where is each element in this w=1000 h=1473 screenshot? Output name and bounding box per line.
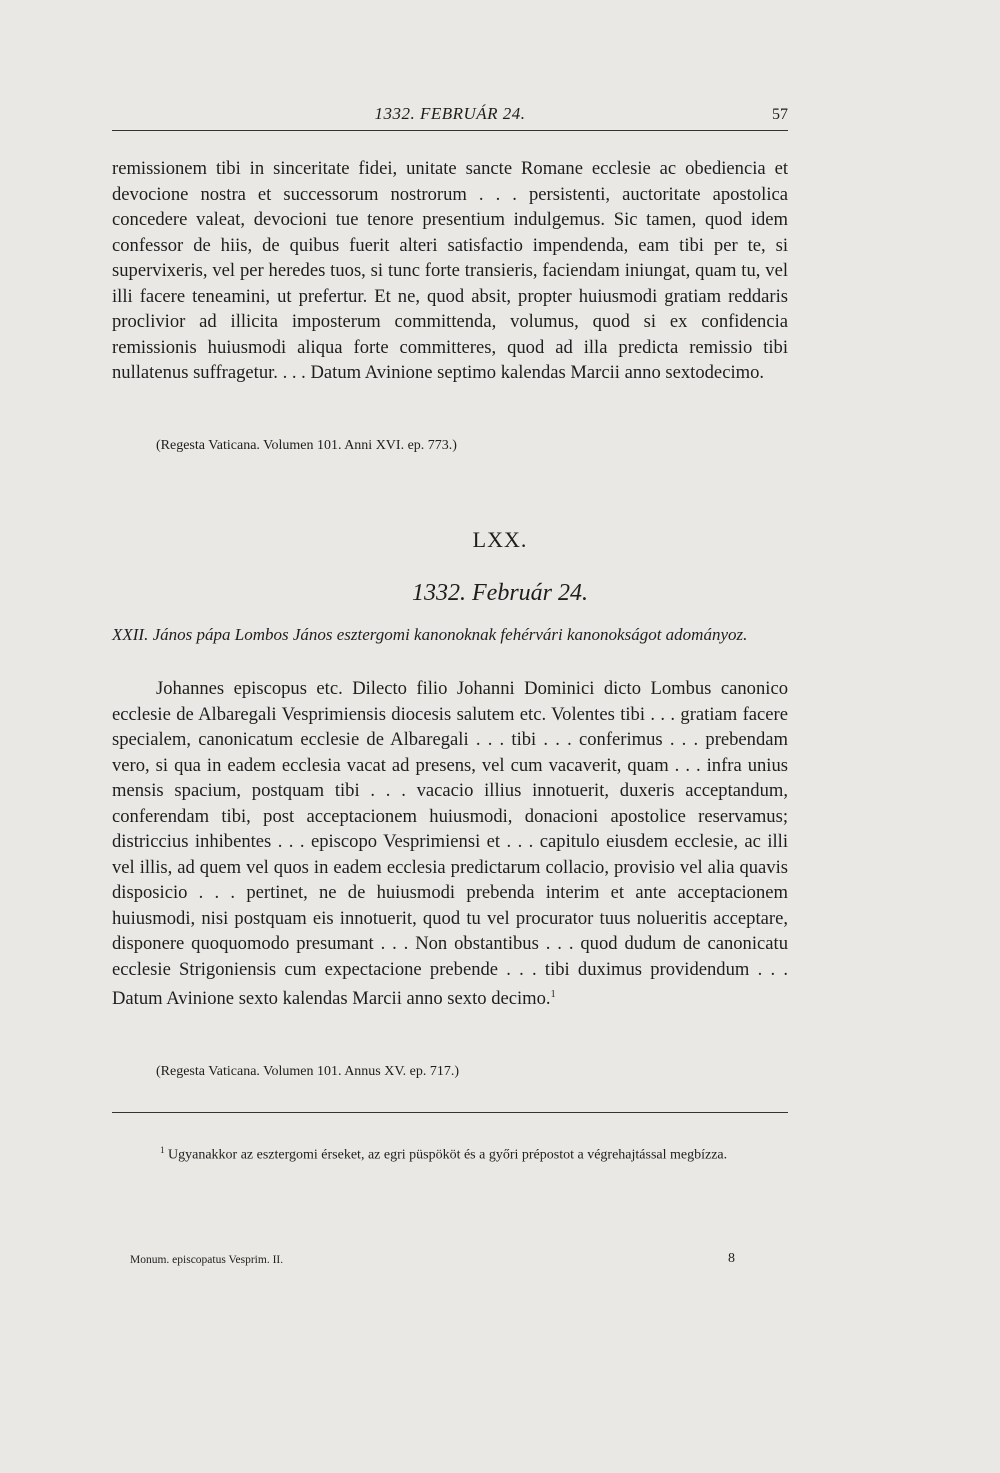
document-text-body: Johannes episcopus etc. Dilecto filio Johanni Dominici dicto Lombus canonico ecclesie de Albaregali Vesprimiensis diocesis salutem etc. Volentes tibi . . . gratiam facere specialem, canonicatum ecclesie de Albaregali . . . tibi . . . conferimus . . . prebendam vero, si qua in eadem ecclesia vacat ad presens, vel cum vacaverit, quam . . . infra unius mensis spacium, postquam tibi . . . vacacio illius innotuerit, duxeris acceptandum, conferendam tibi, post acceptacionem huiusmodi, donacioni apostolice reservamus; districcius inhibentes . . . episcopo Vesprimiensi et . . . capitulo eiusdem ecclesie, ac illi vel illis, ad quem vel quos in eadem ecclesia predictarum collacio, provisio vel alia quavis disposicio . . . pertinet, ne de huiusmodi prebenda interim et ante acceptacionem huiusmodi, nisi postquam eis innotuerit, quod tu vel procurator tuus nolueritis acceptare, disponere quoquomodo presumant . . . Non obstantibus . . . quod dudum de canonicatu ecclesie Strigoniensis cum expectacione prebende . . . tibi duximus providendum . . . Datum Avinione sexto kalendas Marcii anno sexto decimo. bbox=[112, 678, 788, 1010]
continuation-paragraph: remissionem tibi in sinceritate fidei, unitate sancte Romane ecclesie ac obediencia et devocione nostra et successorum nostrorum . . . persistenti, auctoritate apostolica concedere valeat, devocioni tue tenore presentium indulgemus. Sic tamen, quod idem confessor de hiis, de quibus fuerit alteri satisfactio impendenda, eam tibi per te, si supervixeris, vel per heredes tuos, si tunc forte transieris, faciendam iniungat, quam tu, vel illi facere teneamini, ut prefertur. Et ne, quod absit, propter huiusmodi gratiam reddaris proclivior ad illicita imposterum committenda, volumus, quod si ex confidencia remissionis huiusmodi aliqua forte committeres, quod ad illa predicta remissio tibi nullatenus suffragetur. . . . Datum Avinione septimo kalendas Marcii anno sextodecimo. bbox=[112, 158, 788, 383]
source-note-2: (Regesta Vaticana. Volumen 101. Annus XV. ep. 717.) bbox=[156, 1064, 460, 1079]
footnote-text: Ugyanakkor az esztergomi érseket, az egri püspököt és a győri prépostot a végrehajtással megbízza. bbox=[168, 1147, 728, 1163]
footer-signature: Monum. episcopatus Vesprim. II. bbox=[130, 1254, 284, 1266]
document-number: LXX. bbox=[472, 527, 528, 552]
document-text bbox=[112, 676, 788, 1012]
footnote-marker: 1 bbox=[160, 1145, 165, 1155]
footnote-divider bbox=[112, 1112, 788, 1113]
document-date: 1332. Február 24. bbox=[412, 580, 588, 606]
footnote-reference: 1 bbox=[550, 989, 556, 1000]
footer-sheet-number: 8 bbox=[728, 1251, 735, 1266]
footnote bbox=[112, 1140, 788, 1166]
page-number: 57 bbox=[772, 106, 788, 123]
running-head-title: 1332. FEBRUÁR 24. bbox=[374, 104, 526, 123]
document-regest: XXII. János pápa Lombos János esztergomi kanonoknak fehérvári kanonokságot adományoz. bbox=[112, 625, 748, 644]
running-head bbox=[112, 104, 788, 131]
source-note-1: (Regesta Vaticana. Volumen 101. Anni XVI. ep. 773.) bbox=[156, 438, 457, 453]
